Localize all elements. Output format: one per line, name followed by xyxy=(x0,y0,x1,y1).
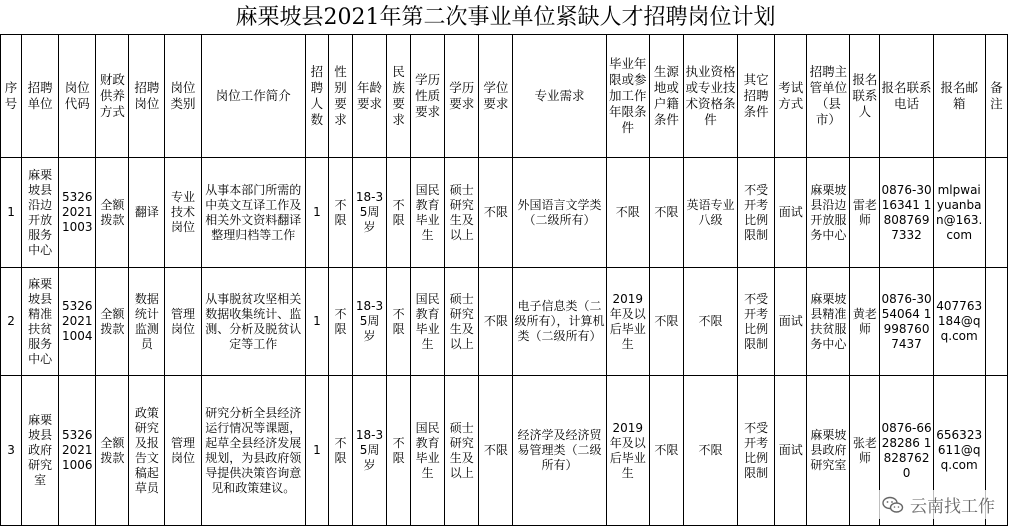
table-cell xyxy=(985,158,1007,268)
table-cell: 麻栗坡县沿边开放服务中心 xyxy=(807,158,850,268)
table-row xyxy=(1,376,1008,526)
table-cell: 硕士研究生及以上 xyxy=(445,268,479,376)
table-cell: 雷老师 xyxy=(850,158,880,268)
table-cell: 53262021 1006 xyxy=(59,376,96,526)
table-cell: 不限 xyxy=(479,376,513,526)
table-cell: 政策研究及报告文稿起草员 xyxy=(129,376,165,526)
table-cell: 管理岗位 xyxy=(165,376,201,526)
column-header: 财政供养方式 xyxy=(96,35,129,158)
table-cell: 不限 xyxy=(387,158,411,268)
table-cell: 外国语言文学类（二级所有） xyxy=(513,158,606,268)
table-cell: 不限 xyxy=(328,268,352,376)
table-cell: 全额拨款 xyxy=(96,268,129,376)
table-cell: 不限 xyxy=(479,268,513,376)
table-cell: 不受开考比例限制 xyxy=(738,376,775,526)
table-cell: 不限 xyxy=(683,376,737,526)
table-cell: 麻栗坡县精准扶贫服务中心 xyxy=(22,268,59,376)
table-cell: 黄老师 xyxy=(850,268,880,376)
column-header: 性别要求 xyxy=(328,35,352,158)
table-cell: 研究分析全县经济运行情况等课题，起草全县经济发展规划，为县政府领导提供决策咨询意见和政策建议。 xyxy=(201,376,305,526)
column-header: 岗位类别 xyxy=(165,35,201,158)
column-header: 民族要求 xyxy=(387,35,411,158)
table-cell: 0876-3016341 18087697332 xyxy=(880,158,933,268)
table-cell: 麻栗坡县政府研究室 xyxy=(22,376,59,526)
table-cell: 不限 xyxy=(649,158,683,268)
table-cell: 麻栗坡县沿边开放服务中心 xyxy=(22,158,59,268)
table-cell: 18-35周岁 xyxy=(352,158,386,268)
table-cell: 53262021 1003 xyxy=(59,158,96,268)
table-cell: 全额拨款 xyxy=(96,376,129,526)
watermark-text: 云南找工作 xyxy=(910,497,995,517)
table-cell: 不限 xyxy=(479,158,513,268)
table-cell: 英语专业八级 xyxy=(683,158,737,268)
table-cell: 硕士研究生及以上 xyxy=(445,376,479,526)
column-header: 备注 xyxy=(985,35,1007,158)
column-header: 序号 xyxy=(1,35,22,158)
table-cell: 经济学及经济贸易管理类（二级所有） xyxy=(513,376,606,526)
column-header: 学位要求 xyxy=(479,35,513,158)
table-cell: 407763184@qq.com xyxy=(933,268,985,376)
page-title: 麻栗坡县2021年第二次事业单位紧缺人才招聘岗位计划 xyxy=(235,5,776,30)
table-cell: 2 xyxy=(1,268,22,376)
recruitment-table xyxy=(0,34,1008,526)
table-cell: 从事本部门所需的中英文互译工作及相关外文资料翻译整理归档等工作 xyxy=(201,158,305,268)
table-cell: 不限 xyxy=(328,376,352,526)
table-row xyxy=(1,158,1008,268)
table-cell: 全额拨款 xyxy=(96,158,129,268)
column-header: 学历性质要求 xyxy=(411,35,445,158)
table-cell: 2019年及以后毕业生 xyxy=(606,268,649,376)
table-cell: 3 xyxy=(1,376,22,526)
column-header: 其它招聘条件 xyxy=(738,35,775,158)
table-row xyxy=(1,268,1008,376)
table-cell: 专业技术岗位 xyxy=(165,158,201,268)
table-cell: 数据统计监测员 xyxy=(129,268,165,376)
table-cell: 不限 xyxy=(606,158,649,268)
column-header: 报名邮箱 xyxy=(933,35,985,158)
table-cell: 53262021 1004 xyxy=(59,268,96,376)
table-cell: 电子信息类（二级所有），计算机类（二级所有） xyxy=(513,268,606,376)
table-cell: mlpwaiyuanban@163.com xyxy=(933,158,985,268)
table-cell: 不限 xyxy=(649,268,683,376)
column-header: 招聘单位 xyxy=(22,35,59,158)
table-cell: 1 xyxy=(305,158,328,268)
column-header: 岗位代码 xyxy=(59,35,96,158)
column-header: 执业资格或专业技术资格条件 xyxy=(683,35,737,158)
table-cell: 管理岗位 xyxy=(165,268,201,376)
column-header: 生源地或户籍条件 xyxy=(649,35,683,158)
column-header: 年龄要求 xyxy=(352,35,386,158)
column-header: 招聘岗位 xyxy=(129,35,165,158)
table-cell: 国民教育毕业生 xyxy=(411,158,445,268)
table-cell: 面试 xyxy=(775,376,807,526)
table-cell: 656323611@qq.com xyxy=(933,376,985,526)
column-header: 报名联系人 xyxy=(850,35,880,158)
watermark xyxy=(878,490,999,519)
table-cell: 2019年及以后毕业生 xyxy=(606,376,649,526)
table-cell: 不限 xyxy=(387,376,411,526)
table-cell: 面试 xyxy=(775,158,807,268)
table-cell: 翻译 xyxy=(129,158,165,268)
column-header: 招聘主管单位（县市） xyxy=(807,35,850,158)
table-cell: 不受开考比例限制 xyxy=(738,268,775,376)
table-cell: 国民教育毕业生 xyxy=(411,268,445,376)
column-header: 报名联系电话 xyxy=(880,35,933,158)
column-header: 岗位工作简介 xyxy=(201,35,305,158)
column-header: 招聘人数 xyxy=(305,35,328,158)
table-cell: 张老师 xyxy=(850,376,880,526)
table-cell: 国民教育毕业生 xyxy=(411,376,445,526)
table-cell: 麻栗坡县精准扶贫服务中心 xyxy=(807,268,850,376)
table-cell: 不受开考比例限制 xyxy=(738,158,775,268)
table-cell: 0876-6628286 18287620 xyxy=(880,376,933,526)
table-cell: 18-35周岁 xyxy=(352,376,386,526)
table-cell: 1 xyxy=(305,376,328,526)
table-cell: 硕士研究生及以上 xyxy=(445,158,479,268)
table-cell: 麻栗坡县政府研究室 xyxy=(807,376,850,526)
table-cell: 0876-3054064 19987607437 xyxy=(880,268,933,376)
table-cell: 从事脱贫攻坚相关数据收集统计、监测、分析及脱贫认定等工作 xyxy=(201,268,305,376)
table-cell: 18-35周岁 xyxy=(352,268,386,376)
wechat-icon xyxy=(882,496,904,514)
column-header: 专业需求 xyxy=(513,35,606,158)
table-cell xyxy=(985,268,1007,376)
table-cell: 不限 xyxy=(387,268,411,376)
table-cell: 不限 xyxy=(328,158,352,268)
table-cell: 不限 xyxy=(649,376,683,526)
table-cell: 1 xyxy=(1,158,22,268)
column-header: 考试方式 xyxy=(775,35,807,158)
table-cell: 不限 xyxy=(683,268,737,376)
header-row xyxy=(1,35,1008,158)
column-header: 毕业年限或参加工作年限条件 xyxy=(606,35,649,158)
column-header: 学历要求 xyxy=(445,35,479,158)
table-cell: 面试 xyxy=(775,268,807,376)
table-cell: 1 xyxy=(305,268,328,376)
